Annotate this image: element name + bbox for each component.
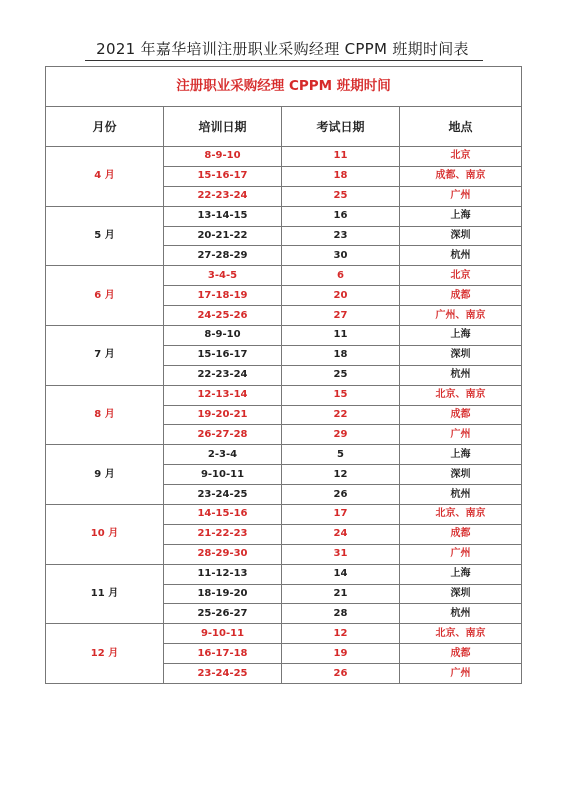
table-row	[46, 266, 522, 286]
location-cell: 杭州	[400, 365, 522, 385]
training-date-cell: 25-26-27	[164, 604, 282, 624]
training-date-cell: 12-13-14	[164, 385, 282, 405]
exam-date-cell: 12	[282, 465, 400, 485]
exam-date-cell: 20	[282, 286, 400, 306]
training-date-cell: 23-24-25	[164, 485, 282, 505]
exam-date-cell: 16	[282, 206, 400, 226]
location-cell: 广州、南京	[400, 306, 522, 326]
exam-date-cell: 5	[282, 445, 400, 465]
location-cell: 深圳	[400, 345, 522, 365]
training-date-cell: 28-29-30	[164, 544, 282, 564]
month-cell: 8 月	[46, 385, 164, 445]
exam-date-cell: 27	[282, 306, 400, 326]
exam-date-cell: 11	[282, 326, 400, 346]
table-row	[46, 564, 522, 584]
training-date-cell: 27-28-29	[164, 246, 282, 266]
table-header-row	[46, 107, 522, 147]
training-date-cell: 13-14-15	[164, 206, 282, 226]
location-cell: 上海	[400, 206, 522, 226]
location-cell: 上海	[400, 326, 522, 346]
exam-date-cell: 6	[282, 266, 400, 286]
exam-date-cell: 19	[282, 644, 400, 664]
exam-date-cell: 26	[282, 485, 400, 505]
training-date-cell: 20-21-22	[164, 226, 282, 246]
training-date-cell: 18-19-20	[164, 584, 282, 604]
training-date-cell: 15-16-17	[164, 345, 282, 365]
location-cell: 北京、南京	[400, 505, 522, 525]
location-cell: 北京	[400, 147, 522, 167]
training-date-cell: 8-9-10	[164, 147, 282, 167]
training-date-cell: 3-4-5	[164, 266, 282, 286]
month-cell: 11 月	[46, 564, 164, 624]
location-cell: 成都	[400, 644, 522, 664]
month-cell: 6 月	[46, 266, 164, 326]
title-underline	[85, 60, 483, 61]
month-cell: 5 月	[46, 206, 164, 266]
training-date-cell: 19-20-21	[164, 405, 282, 425]
exam-date-cell: 24	[282, 524, 400, 544]
location-cell: 北京、南京	[400, 385, 522, 405]
location-cell: 北京	[400, 266, 522, 286]
month-cell: 7 月	[46, 326, 164, 386]
location-cell: 杭州	[400, 246, 522, 266]
training-date-cell: 23-24-25	[164, 664, 282, 684]
exam-date-cell: 18	[282, 345, 400, 365]
location-cell: 杭州	[400, 485, 522, 505]
location-cell: 深圳	[400, 465, 522, 485]
location-cell: 广州	[400, 664, 522, 684]
exam-date-cell: 18	[282, 166, 400, 186]
exam-date-cell: 15	[282, 385, 400, 405]
location-cell: 北京、南京	[400, 624, 522, 644]
header-training-dates: 培训日期	[164, 107, 282, 147]
table-banner: 注册职业采购经理 CPPM 班期时间	[46, 67, 522, 107]
exam-date-cell: 25	[282, 365, 400, 385]
month-cell: 10 月	[46, 505, 164, 565]
exam-date-cell: 11	[282, 147, 400, 167]
training-date-cell: 21-22-23	[164, 524, 282, 544]
training-date-cell: 9-10-11	[164, 465, 282, 485]
exam-date-cell: 26	[282, 664, 400, 684]
training-date-cell: 22-23-24	[164, 365, 282, 385]
location-cell: 成都	[400, 524, 522, 544]
month-cell: 12 月	[46, 624, 164, 684]
month-cell: 4 月	[46, 147, 164, 207]
training-date-cell: 8-9-10	[164, 326, 282, 346]
table-row	[46, 445, 522, 465]
training-date-cell: 11-12-13	[164, 564, 282, 584]
header-month: 月份	[46, 107, 164, 147]
document-title: 2021 年嘉华培训注册职业采购经理 CPPM 班期时间表	[96, 40, 469, 58]
exam-date-cell: 28	[282, 604, 400, 624]
schedule-table-body	[46, 67, 522, 684]
location-cell: 广州	[400, 186, 522, 206]
training-date-cell: 14-15-16	[164, 505, 282, 525]
exam-date-cell: 23	[282, 226, 400, 246]
location-cell: 成都	[400, 286, 522, 306]
location-cell: 杭州	[400, 604, 522, 624]
header-location: 地点	[400, 107, 522, 147]
exam-date-cell: 14	[282, 564, 400, 584]
exam-date-cell: 17	[282, 505, 400, 525]
location-cell: 上海	[400, 445, 522, 465]
schedule-table	[45, 66, 522, 684]
training-date-cell: 2-3-4	[164, 445, 282, 465]
location-cell: 广州	[400, 425, 522, 445]
location-cell: 成都、南京	[400, 166, 522, 186]
training-date-cell: 16-17-18	[164, 644, 282, 664]
exam-date-cell: 30	[282, 246, 400, 266]
location-cell: 深圳	[400, 584, 522, 604]
exam-date-cell: 25	[282, 186, 400, 206]
exam-date-cell: 12	[282, 624, 400, 644]
table-row	[46, 385, 522, 405]
training-date-cell: 17-18-19	[164, 286, 282, 306]
location-cell: 上海	[400, 564, 522, 584]
location-cell: 深圳	[400, 226, 522, 246]
location-cell: 成都	[400, 405, 522, 425]
header-exam-date: 考试日期	[282, 107, 400, 147]
month-cell: 9 月	[46, 445, 164, 505]
location-cell: 广州	[400, 544, 522, 564]
table-row	[46, 505, 522, 525]
table-row	[46, 206, 522, 226]
exam-date-cell: 22	[282, 405, 400, 425]
training-date-cell: 9-10-11	[164, 624, 282, 644]
table-row	[46, 326, 522, 346]
exam-date-cell: 31	[282, 544, 400, 564]
table-row	[46, 147, 522, 167]
training-date-cell: 15-16-17	[164, 166, 282, 186]
training-date-cell: 24-25-26	[164, 306, 282, 326]
table-row	[46, 624, 522, 644]
exam-date-cell: 29	[282, 425, 400, 445]
training-date-cell: 26-27-28	[164, 425, 282, 445]
training-date-cell: 22-23-24	[164, 186, 282, 206]
exam-date-cell: 21	[282, 584, 400, 604]
